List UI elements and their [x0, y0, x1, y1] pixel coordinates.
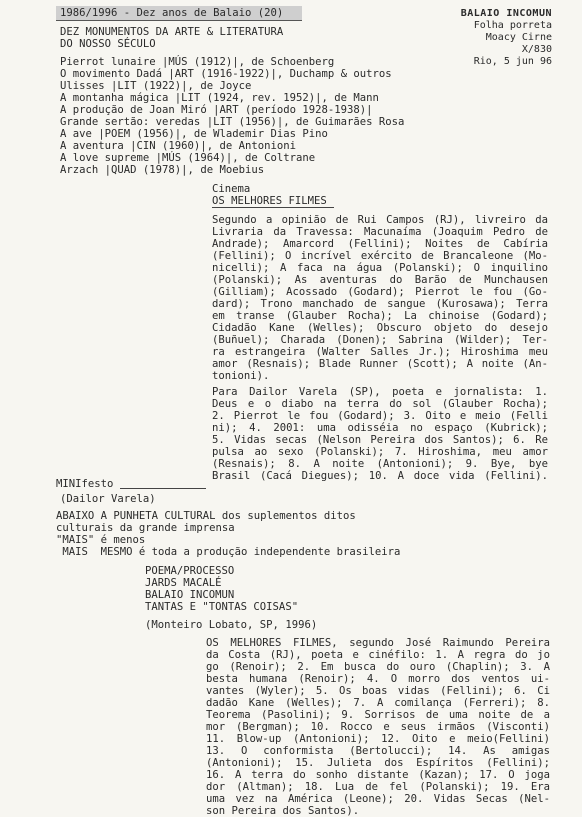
paragraph-line: (Polanski); As aventuras do Barão de Munchausen	[212, 274, 548, 286]
paragraph-line: (Antonioni); 15. Julieta dos Espíritos (Fellini);	[206, 757, 550, 769]
paragraph-line: dor (Altman); 18. Lua de fel (Polanski); 19. Era	[206, 781, 550, 793]
monumentos-item: A montanha mágica |LIT (1924, rev. 1952)|, de Mann	[60, 92, 379, 104]
paragraph-line: vantes (Wyler); 5. Os boas vidas (Fellini); 6. Ci	[206, 685, 550, 697]
paragraph-line: (Gilliam); Acossado (Godard); Pierrot le fou (Go-	[212, 286, 548, 298]
paragraph-line: Cidadão Kane (Welles); Obscuro objeto do desejo	[212, 322, 548, 334]
paragraph-line: tonioni).	[212, 370, 270, 382]
cinema-paragraph-dailor-varela	[212, 386, 548, 482]
monumentos-heading-line-2: DO NOSSO SÉCULO	[60, 38, 156, 50]
masthead-title: BALAIO INCOMUN	[460, 8, 552, 19]
monumentos-item: O movimento Dadá |ART (1916-1922)|, Duchamp & outros	[60, 68, 392, 80]
manifesto-list-item: POEMA/PROCESSO	[145, 565, 235, 577]
manifesto-line: culturais da grande imprensa	[56, 522, 235, 534]
paragraph-line: da Costa (RJ), poeta e cinéfilo: 1. A regra do jo	[206, 649, 550, 661]
monumentos-item: A produção de Joan Miró |ART (período 1928-1938)|	[60, 104, 373, 116]
monumentos-item: Grande sertão: veredas |LIT (1956)|, de Guimarães Rosa	[60, 116, 405, 128]
paragraph-line: Livraria da Travessa: Macunaíma (Joaquim Pedro de	[212, 226, 548, 238]
cinema-paragraph-rui-campos	[212, 214, 548, 382]
masthead	[448, 8, 552, 68]
paragraph-line: nicelli); A faca na água (Polanski); O inquilino	[212, 262, 548, 274]
paragraph-line: ni); 4. 2001: uma odisséia no espaço (Kubrick);	[212, 422, 548, 434]
paragraph-line: Andrade); Amarcord (Fellini); Noites de Cabíria	[212, 238, 548, 250]
paragraph-line: 13. O conformista (Bertolucci); 14. As amigas	[206, 745, 550, 757]
monumentos-item: A ave |POEM (1956)|, de Wlademir Dias Pino	[60, 128, 328, 140]
paragraph-line: 16. A terra do sonho distante (Kazan); 17. O joga	[206, 769, 550, 781]
paragraph-line: 2. Pierrot le fou (Godard); 3. Oito e meio (Felli	[212, 410, 548, 422]
paragraph-line: (Resnais); 8. A noite (Antonioni); 9. Bye, bye	[212, 458, 548, 470]
monumentos-item: A aventura |CIN (1960)|, de Antonioni	[60, 140, 296, 152]
manifesto-list-item: BALAIO INCOMUN	[145, 589, 235, 601]
paragraph-line: Deus e o diabo na terra do sol (Glauber Rocha);	[212, 398, 548, 410]
paragraph-line: em transe (Glauber Rocha); La chinoise (Godard);	[212, 310, 548, 322]
header-title: 1986/1996 - Dez anos de Balaio (20)	[60, 7, 284, 19]
monumentos-item: Pierrot lunaire |MÚS (1912)|, de Schoenberg	[60, 56, 335, 68]
manifesto-list-item: TANTAS E "TONTAS COISAS"	[145, 601, 299, 613]
paragraph-line: Teorema (Pasolini); 9. Sorrisos de uma noite de a	[206, 709, 550, 721]
paragraph-line: dard); Trono manchado de sangue (Kurosawa); Terra	[212, 298, 548, 310]
paragraph-line: son Pereira dos Santos).	[206, 805, 360, 817]
manifesto-author: (Dailor Varela)	[60, 493, 156, 505]
paragraph-line: dadão Kane (Welles); 7. A comilança (Ferreri); 8.	[206, 697, 550, 709]
paragraph-line: Para Dailor Varela (SP), poeta e jornalista: 1.	[212, 386, 548, 398]
paragraph-line: besta humana (Renoir); 4. O morro dos ventos ui-	[206, 673, 550, 685]
masthead-date: Rio, 5 jun 96	[473, 56, 552, 67]
manifesto-line: MAIS MESMO é toda a produção independente brasileira	[56, 546, 401, 558]
cinema-heading-underline	[212, 207, 334, 208]
masthead-issue: X/830	[521, 44, 552, 55]
monumentos-heading-line-1: DEZ MONUMENTOS DA ARTE & LITERATURA	[60, 26, 284, 38]
paragraph-line: uma vez na América (Leone); 20. Vidas Secas (Nel-	[206, 793, 550, 805]
paragraph-line: (Fellini); O incrível exército de Brancaleone (Mo-	[212, 250, 548, 262]
manifesto-title-underline	[120, 488, 206, 489]
paragraph-line: go (Renoir); 2. Em busca do ouro (Chaplin); 3. A	[206, 661, 550, 673]
paragraph-line: 11. Blow-up (Antonioni); 12. Oito e meio(Fellini)	[206, 733, 550, 745]
paragraph-line: ra estrangeira (Walter Salles Jr.); Hiroshima meu	[212, 346, 548, 358]
manifesto-credit: (Monteiro Lobato, SP, 1996)	[145, 619, 318, 631]
masthead-subtitle: Folha porreta	[473, 20, 552, 31]
paragraph-line: mor (Bergman); 10. Rocco e seus irmãos (Visconti)	[206, 721, 550, 733]
cinema-label: Cinema	[212, 183, 251, 195]
monumentos-item: A love supreme |MÚS (1964)|, de Coltrane	[60, 152, 316, 164]
melhores-filmes-paragraph	[206, 637, 550, 817]
paragraph-line: Brasil (Cacá Diegues); 10. A doce vida (Fellini).	[212, 470, 548, 482]
paragraph-line: (Buñuel); Charada (Donen); Sabrina (Wilder); Ter-	[212, 334, 548, 346]
monumentos-item: Ulisses |LIT (1922)|, de Joyce	[60, 80, 252, 92]
paragraph-line: pulsa ao sexo (Polanski); 7. Hiroshima, meu amor	[212, 446, 548, 458]
manifesto-line: ABAIXO A PUNHETA CULTURAL dos suplementos ditos	[56, 510, 356, 522]
paragraph-line: OS MELHORES FILMES, segundo José Raimundo Pereira	[206, 637, 550, 649]
monumentos-item: Arzach |QUAD (1978)|, de Moebius	[60, 164, 265, 176]
manifesto-list-item: JARDS MACALÉ	[145, 577, 222, 589]
cinema-heading: OS MELHORES FILMES	[212, 195, 327, 207]
masthead-author: Moacy Cirne	[485, 32, 552, 43]
paragraph-line: amor (Resnais); Blade Runner (Scott); A noite (An-	[212, 358, 548, 370]
manifesto-title: MINIfesto	[56, 478, 114, 490]
paragraph-line: 5. Vidas secas (Nelson Pereira dos Santos); 6. Re	[212, 434, 548, 446]
paragraph-line: Segundo a opinião de Rui Campos (RJ), livreiro da	[212, 214, 548, 226]
manifesto-line: "MAIS" é menos	[56, 534, 146, 546]
